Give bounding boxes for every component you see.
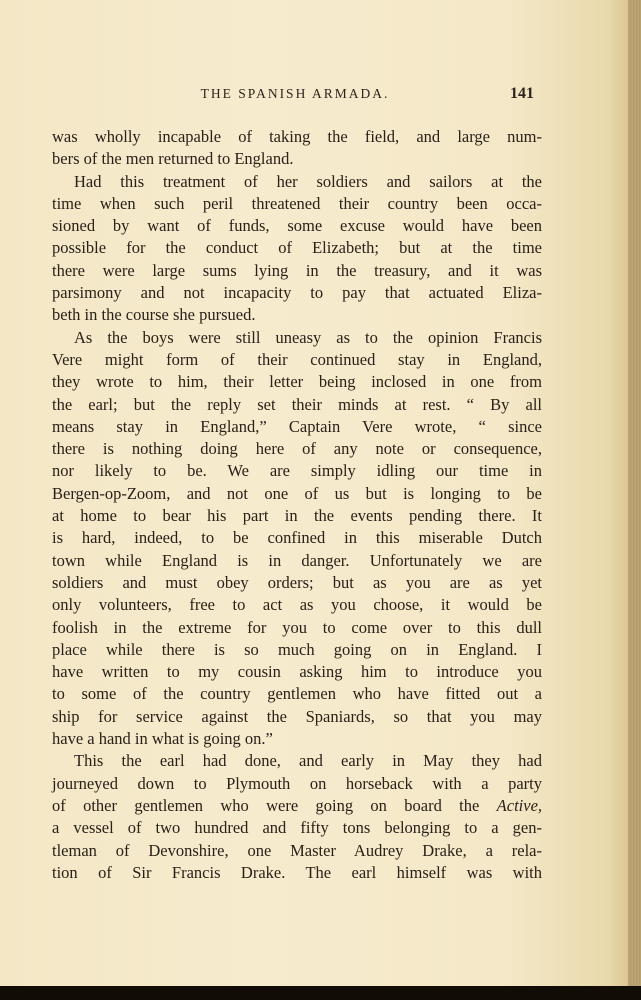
text-line-content: foolish in the extreme for you to come over to this dull bbox=[52, 617, 542, 637]
text-line bbox=[52, 750, 542, 772]
text-line bbox=[52, 728, 542, 750]
text-line-content: soldiers and must obey orders; but as you are as yet bbox=[52, 572, 542, 592]
text-line bbox=[52, 148, 542, 170]
text-line bbox=[52, 639, 542, 661]
text-line-content: Vere might form of their continued stay in England, bbox=[52, 349, 542, 369]
page-number: 141 bbox=[510, 85, 534, 102]
text-line bbox=[52, 282, 542, 304]
text-line-content: journeyed down to Plymouth on horseback with a party bbox=[52, 773, 542, 793]
text-line-content: time when such peril threatened their country been occa- bbox=[52, 193, 542, 213]
text-line-content: to some of the country gentlemen who have fitted out a bbox=[52, 684, 542, 704]
text-line-content: they wrote to him, their letter being inclosed in one from bbox=[52, 372, 542, 392]
text-line-content: Had this treatment of her soldiers and sailors at the bbox=[74, 171, 542, 191]
text-line-content: This the earl had done, and early in May they had bbox=[74, 751, 542, 771]
text-line bbox=[52, 171, 542, 193]
text-line-content: bers of the men returned to England. bbox=[52, 149, 294, 169]
text-line-content: have a hand in what is going on.” bbox=[52, 729, 273, 749]
text-line bbox=[52, 817, 542, 839]
text-line-content: a vessel of two hundred and fifty tons belonging to a gen- bbox=[52, 818, 542, 838]
text-line bbox=[52, 438, 542, 460]
text-line bbox=[52, 550, 542, 572]
text-line bbox=[52, 304, 542, 326]
text-line bbox=[52, 795, 542, 817]
text-line bbox=[52, 617, 542, 639]
page-header bbox=[0, 86, 632, 106]
text-line-content: Bergen-op-Zoom, and not one of us but is longing to be bbox=[52, 483, 542, 503]
text-line bbox=[52, 126, 542, 148]
text-line bbox=[52, 483, 542, 505]
text-line-content: place while there is so much going on in England. I bbox=[52, 639, 542, 659]
text-line bbox=[52, 193, 542, 215]
text-line bbox=[52, 460, 542, 482]
text-line-content: nor likely to be. We are simply idling our time in bbox=[52, 461, 542, 481]
text-line-content: tion of Sir Francis Drake. The earl himself was with bbox=[52, 862, 542, 882]
text-line bbox=[52, 349, 542, 371]
text-line bbox=[52, 773, 542, 795]
text-line bbox=[52, 394, 542, 416]
text-line bbox=[52, 505, 542, 527]
text-line-content: is hard, indeed, to be confined in this miserable Dutch bbox=[52, 528, 542, 548]
text-line bbox=[52, 862, 542, 884]
text-line-content: at home to bear his part in the events pending there. It bbox=[52, 506, 542, 526]
text-line bbox=[52, 237, 542, 259]
text-line-content: have written to my cousin asking him to introduce you bbox=[52, 662, 542, 682]
text-line-content: there were large sums lying in the treasury, and it was bbox=[52, 260, 542, 280]
text-line bbox=[52, 371, 542, 393]
text-line-content: was wholly incapable of taking the field, and large num- bbox=[52, 127, 542, 146]
text-line bbox=[52, 840, 542, 862]
text-line-content: there is nothing doing here of any note or consequence, bbox=[52, 439, 542, 459]
text-line bbox=[52, 416, 542, 438]
text-line bbox=[52, 661, 542, 683]
text-line bbox=[52, 706, 542, 728]
running-title: THE SPANISH ARMADA. bbox=[200, 86, 390, 101]
text-line bbox=[52, 572, 542, 594]
text-line-content: tleman of Devonshire, one Master Audrey Drake, a rela- bbox=[52, 840, 542, 860]
text-line-content: town while England is in danger. Unfortunately we are bbox=[52, 550, 542, 570]
text-line-content: beth in the course she pursued. bbox=[52, 305, 256, 325]
text-line-content: of other gentlemen who were going on board the bbox=[52, 795, 480, 815]
text-line bbox=[52, 527, 542, 549]
text-line-content: parsimony and not incapacity to pay that actuated Eliza- bbox=[52, 283, 542, 303]
text-line bbox=[52, 327, 542, 349]
bottom-shadow bbox=[0, 986, 641, 1000]
ship-name: Active, bbox=[496, 795, 543, 815]
text-line-content: means stay in England,” Captain Vere wrote, “ since bbox=[52, 416, 542, 436]
text-line-content: sioned by want of funds, some excuse would have been bbox=[52, 216, 542, 236]
text-line-content: the earl; but the reply set their minds at rest. “ By all bbox=[52, 394, 542, 414]
text-line bbox=[52, 215, 542, 237]
text-line bbox=[52, 260, 542, 282]
text-line-content: possible for the conduct of Elizabeth; but at the time bbox=[52, 238, 542, 258]
text-line-content: only volunteers, free to act as you choose, it would be bbox=[52, 595, 542, 615]
text-line bbox=[52, 683, 542, 705]
page-edge bbox=[628, 0, 641, 990]
text-line-content: ship for service against the Spaniards, so that you may bbox=[52, 706, 542, 726]
body-text bbox=[52, 126, 542, 884]
text-line bbox=[52, 594, 542, 616]
text-line-content: As the boys were still uneasy as to the opinion Francis bbox=[74, 327, 542, 347]
